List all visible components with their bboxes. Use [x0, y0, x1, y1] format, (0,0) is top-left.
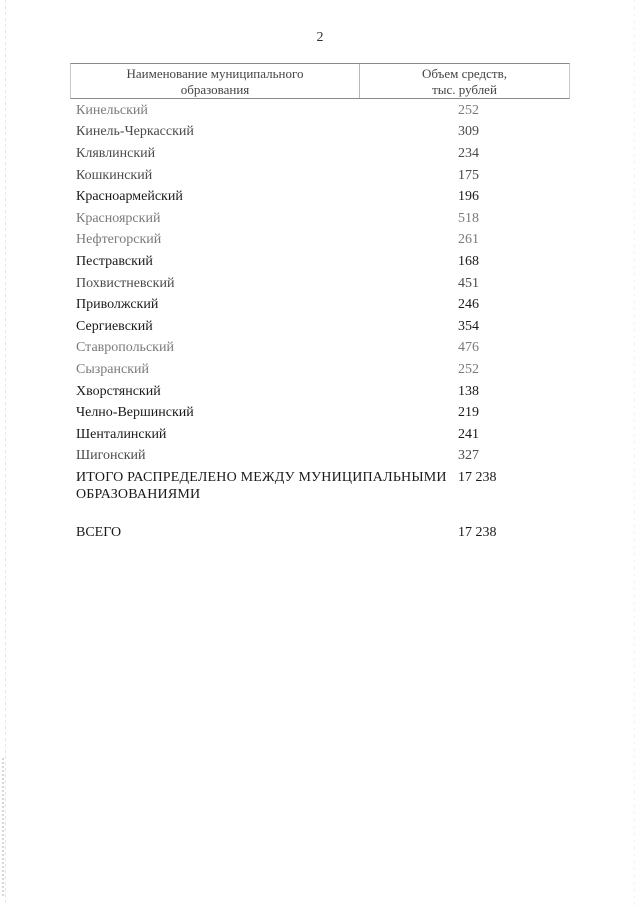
grand-total-value: 17 238 — [458, 525, 497, 541]
amount-value: 327 — [458, 448, 479, 464]
amount-value: 168 — [458, 253, 479, 269]
amount-value: 252 — [458, 361, 479, 377]
municipality-name: Клявлинский — [76, 145, 156, 161]
municipality-name: Нефтегорский — [76, 232, 162, 248]
scan-mark — [2, 758, 4, 898]
column-header-value-line1: Объем средств, — [422, 66, 507, 81]
amount-value: 451 — [458, 275, 479, 291]
scan-edge-right — [634, 0, 635, 905]
municipality-name: Приволжский — [76, 297, 159, 313]
table-row — [70, 273, 570, 295]
column-header-value-line2: тыс. рублей — [432, 82, 497, 97]
amount-value: 219 — [458, 405, 479, 421]
municipality-name: Красноармейский — [76, 189, 183, 205]
municipality-name: Пестравский — [76, 253, 153, 269]
table-body — [70, 100, 570, 467]
table-header — [70, 63, 570, 99]
grand-total-label: ВСЕГО — [76, 525, 122, 541]
municipality-name: Челно-Вершинский — [76, 405, 194, 421]
total-label: ИТОГО РАСПРЕДЕЛЕНО МЕЖДУ МУНИЦИПАЛЬНЫМИ ОБРАЗОВАНИЯМИ — [76, 470, 447, 503]
amount-value: 246 — [458, 297, 479, 313]
amount-value: 476 — [458, 340, 479, 356]
page-number: 2 — [316, 30, 324, 45]
column-header-value — [360, 64, 569, 98]
amount-value: 241 — [458, 426, 479, 442]
table-row — [70, 359, 570, 381]
amount-value: 234 — [458, 145, 479, 161]
table-row — [70, 251, 570, 273]
municipality-name: Кинельский — [76, 102, 148, 118]
allocation-table — [70, 63, 570, 541]
municipality-name: Красноярский — [76, 210, 161, 226]
amount-value: 518 — [458, 210, 479, 226]
amount-value: 196 — [458, 189, 479, 205]
grand-total-row — [70, 525, 570, 541]
table-row — [70, 424, 570, 446]
municipality-name: Шенталинский — [76, 426, 167, 442]
table-row — [70, 381, 570, 403]
column-header-name-line1: Наименование муниципального — [126, 66, 304, 81]
table-row — [70, 230, 570, 252]
amount-value: 354 — [458, 318, 479, 334]
table-row — [70, 446, 570, 468]
table-row — [70, 316, 570, 338]
table-row — [70, 208, 570, 230]
amount-value: 252 — [458, 102, 479, 118]
total-row — [70, 469, 570, 503]
scan-edge-left — [5, 0, 6, 905]
amount-value: 309 — [458, 124, 479, 140]
table-row — [70, 294, 570, 316]
municipality-name: Кошкинский — [76, 167, 153, 183]
table-row — [70, 122, 570, 144]
municipality-name: Сызранский — [76, 361, 149, 377]
amount-value: 261 — [458, 232, 479, 248]
amount-value: 175 — [458, 167, 479, 183]
amount-value: 138 — [458, 383, 479, 399]
table-row — [70, 402, 570, 424]
table-row — [70, 186, 570, 208]
table-row — [70, 165, 570, 187]
municipality-name: Кинель-Черкасский — [76, 124, 194, 140]
municipality-name: Сергиевский — [76, 318, 153, 334]
municipality-name: Шигонский — [76, 448, 146, 464]
municipality-name: Хворстянский — [76, 383, 161, 399]
column-header-name-line2: образования — [180, 82, 250, 97]
municipality-name: Похвистневский — [76, 275, 175, 291]
table-row — [70, 143, 570, 165]
table-row — [70, 338, 570, 360]
table-row — [70, 100, 570, 122]
total-value: 17 238 — [458, 470, 497, 486]
municipality-name: Ставропольский — [76, 340, 174, 356]
column-header-name — [71, 64, 360, 98]
